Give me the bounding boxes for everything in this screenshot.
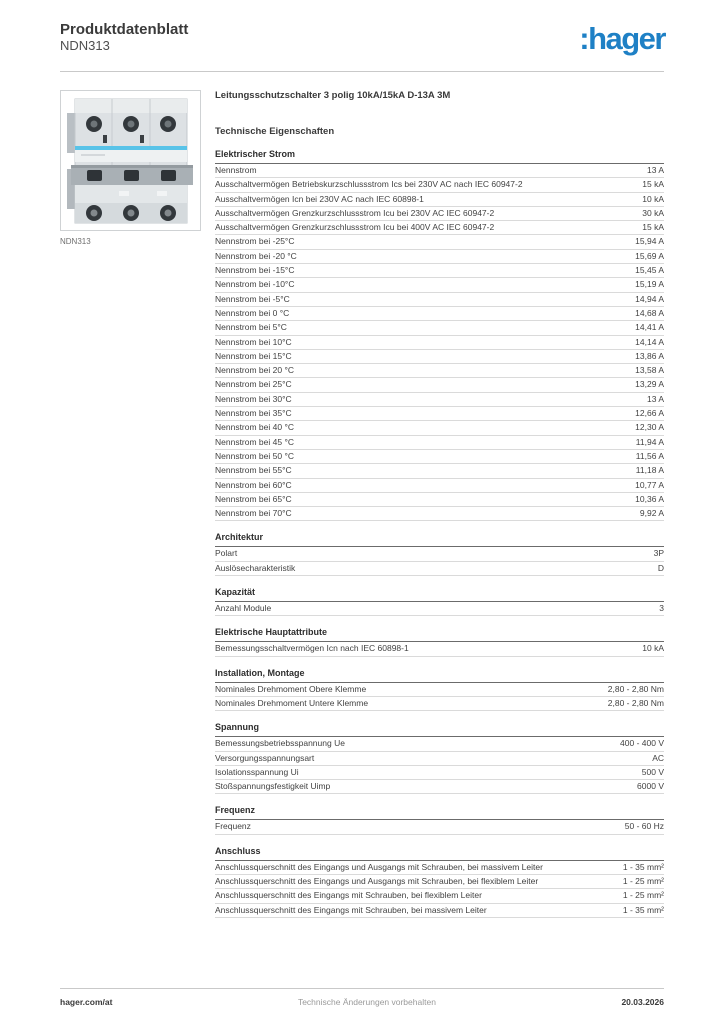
spec-label: Versorgungsspannungsart: [215, 752, 315, 763]
spec-row: [215, 378, 664, 392]
spec-label: Isolationsspannung Ui: [215, 766, 299, 777]
spec-label: Stoßspannungsfestigkeit Uimp: [215, 781, 331, 792]
footer: [60, 997, 664, 1007]
spec-row: [215, 407, 664, 421]
hager-logo: :hager: [579, 21, 665, 56]
product-code: NDN313: [60, 38, 110, 53]
spec-row: [215, 507, 664, 521]
spec-label: Anschlussquerschnitt des Eingangs mit Schrauben, bei massivem Leiter: [215, 904, 487, 915]
spec-row: [215, 336, 664, 350]
spec-value: 13 A: [646, 165, 664, 175]
spec-label: Nennstrom bei 15°C: [215, 350, 292, 361]
spec-row: [215, 464, 664, 478]
product-image-column: [60, 90, 201, 246]
spec-value: 1 - 35 mm²: [622, 861, 664, 872]
spec-section: [215, 532, 664, 576]
spec-row: [215, 780, 664, 794]
spec-section: [215, 668, 664, 712]
spec-row: [215, 307, 664, 321]
spec-label: Bemessungsbetriebsspannung Ue: [215, 738, 345, 749]
spec-row: [215, 602, 664, 616]
spec-row: [215, 493, 664, 507]
spec-label: Ausschaltvermögen Grenzkurzschlussstrom Icu bei 400V AC IEC 60947-2: [215, 222, 495, 233]
spec-value: 14,68 A: [635, 307, 664, 318]
spec-row: [215, 250, 664, 264]
spec-label: Ausschaltvermögen Grenzkurzschlussstrom Icu bei 230V AC IEC 60947-2: [215, 207, 495, 218]
spec-row: [215, 904, 664, 918]
document-title: Produktdatenblatt: [60, 21, 189, 38]
spec-row: [215, 642, 664, 656]
spec-row: [215, 421, 664, 435]
spec-value: 2,80 - 2,80 Nm: [607, 697, 664, 708]
content-column: [215, 90, 664, 918]
spec-value: 500 V: [641, 766, 664, 777]
spec-label: Nennstrom bei 40 °C: [215, 422, 294, 433]
spec-value: AC: [652, 752, 664, 763]
spec-value: 10 kA: [642, 643, 664, 654]
section-heading: Kapazität: [215, 587, 664, 602]
section-heading: Elektrischer Strom: [215, 149, 664, 164]
section-heading: Anschluss: [215, 846, 664, 861]
spec-label: Nennstrom: [215, 165, 257, 175]
spec-label: Nennstrom bei 0 °C: [215, 307, 290, 318]
spec-row: [215, 221, 664, 235]
spec-label: Nennstrom bei 5°C: [215, 322, 287, 333]
spec-row: [215, 264, 664, 278]
spec-row: [215, 364, 664, 378]
spec-row: [215, 436, 664, 450]
spec-row: [215, 350, 664, 364]
section-heading: Architektur: [215, 532, 664, 547]
spec-value: 15 kA: [642, 222, 664, 233]
spec-label: Nennstrom bei 35°C: [215, 408, 292, 419]
spec-label: Ausschaltvermögen Betriebskurzschlussstrom Ics bei 230V AC nach IEC 60947-2: [215, 179, 523, 190]
spec-label: Nominales Drehmoment Untere Klemme: [215, 697, 369, 708]
spec-value: 12,30 A: [635, 422, 664, 433]
footer-disclaimer: Technische Änderungen vorbehalten: [297, 997, 436, 1007]
spec-value: 2,80 - 2,80 Nm: [607, 683, 664, 694]
spec-value: 14,41 A: [635, 322, 664, 333]
spec-value: D: [657, 562, 664, 573]
spec-value: 6000 V: [637, 781, 664, 792]
spec-label: Nennstrom bei 50 °C: [215, 450, 294, 461]
footer-website: hager.com/at: [60, 997, 113, 1007]
footer-date: 20.03.2026: [621, 997, 664, 1007]
spec-row: [215, 235, 664, 249]
spec-row: [215, 766, 664, 780]
spec-value: 3: [659, 603, 664, 614]
spec-value: 15,94 A: [635, 236, 664, 247]
spec-label: Nennstrom bei 55°C: [215, 465, 292, 476]
spec-value: 14,94 A: [635, 293, 664, 304]
section-heading: Elektrische Hauptattribute: [215, 627, 664, 642]
spec-label: Ausschaltvermögen Icn bei 230V AC nach IEC 60898-1: [215, 193, 424, 204]
spec-value: 14,14 A: [635, 336, 664, 347]
spec-value: 9,92 A: [639, 508, 664, 519]
spec-value: 10,77 A: [635, 479, 664, 490]
spec-row: [215, 820, 664, 834]
spec-label: Nennstrom bei 70°C: [215, 508, 292, 519]
spec-value: 12,66 A: [635, 408, 664, 419]
spec-row: [215, 875, 664, 889]
product-image-frame: [60, 90, 201, 231]
spec-label: Nennstrom bei 45 °C: [215, 436, 294, 447]
spec-row: [215, 697, 664, 711]
spec-row: [215, 178, 664, 192]
header: [60, 21, 188, 54]
spec-row: [215, 164, 664, 178]
spec-value: 15,45 A: [635, 265, 664, 276]
header-divider: [60, 71, 664, 72]
spec-value: 400 - 400 V: [620, 738, 664, 749]
spec-row: [215, 547, 664, 561]
spec-label: Nennstrom bei -20 °C: [215, 250, 297, 261]
spec-row: [215, 752, 664, 766]
product-title: Leitungsschutzschalter 3 polig 10kA/15kA D-13A 3M: [215, 90, 451, 101]
spec-row: [215, 293, 664, 307]
spec-section: [215, 149, 664, 521]
spec-row: [215, 683, 664, 697]
spec-value: 3P: [653, 548, 664, 559]
spec-row: [215, 562, 664, 576]
spec-row: [215, 278, 664, 292]
spec-section: [215, 587, 664, 616]
spec-value: 13 A: [646, 393, 664, 404]
spec-label: Bemessungsschaltvermögen Icn nach IEC 60898-1: [215, 643, 409, 654]
spec-value: 30 kA: [642, 207, 664, 218]
spec-row: [215, 193, 664, 207]
spec-row: [215, 861, 664, 875]
spec-value: 13,86 A: [635, 350, 664, 361]
spec-label: Nennstrom bei -10°C: [215, 279, 295, 290]
footer-divider: [60, 988, 664, 989]
spec-value: 11,56 A: [635, 450, 664, 461]
spec-label: Nennstrom bei 60°C: [215, 479, 292, 490]
spec-row: [215, 207, 664, 221]
spec-value: 1 - 35 mm²: [622, 904, 664, 915]
spec-section: [215, 722, 664, 794]
section-heading: Installation, Montage: [215, 668, 664, 683]
spec-value: 10 kA: [642, 193, 664, 204]
spec-label: Nennstrom bei -15°C: [215, 265, 295, 276]
technical-properties-title: Technische Eigenschaften: [215, 126, 335, 137]
section-heading: Frequenz: [215, 805, 664, 820]
spec-value: 50 - 60 Hz: [624, 821, 664, 832]
spec-value: 11,94 A: [635, 436, 664, 447]
spec-label: Nennstrom bei -25°C: [215, 236, 295, 247]
spec-row: [215, 393, 664, 407]
section-heading: Spannung: [215, 722, 664, 737]
spec-label: Anschlussquerschnitt des Eingangs mit Schrauben, bei flexiblem Leiter: [215, 890, 482, 901]
spec-label: Nennstrom bei -5°C: [215, 293, 290, 304]
spec-value: 1 - 25 mm²: [622, 875, 664, 886]
circuit-breaker-product-image: [61, 91, 200, 230]
spec-label: Nennstrom bei 20 °C: [215, 365, 294, 376]
spec-value: 13,29 A: [635, 379, 664, 390]
spec-value: 15,69 A: [635, 250, 664, 261]
spec-row: [215, 737, 664, 751]
spec-value: 13,58 A: [635, 365, 664, 376]
spec-section: [215, 627, 664, 656]
spec-section: [215, 805, 664, 834]
spec-section: [215, 846, 664, 918]
spec-label: Nennstrom bei 25°C: [215, 379, 292, 390]
spec-label: Polart: [215, 548, 238, 559]
spec-value: 11,18 A: [635, 465, 664, 476]
spec-sections: [215, 149, 664, 918]
spec-label: Anschlussquerschnitt des Eingangs und Ausgangs mit Schrauben, bei massivem Leiter: [215, 861, 543, 872]
spec-label: Frequenz: [215, 821, 251, 832]
spec-label: Auslösecharakteristik: [215, 562, 296, 573]
spec-value: 1 - 25 mm²: [622, 890, 664, 901]
spec-label: Anschlussquerschnitt des Eingangs und Ausgangs mit Schrauben, bei flexiblem Leiter: [215, 875, 539, 886]
spec-value: 15 kA: [642, 179, 664, 190]
spec-row: [215, 321, 664, 335]
spec-label: Anzahl Module: [215, 603, 272, 614]
spec-label: Nennstrom bei 30°C: [215, 393, 292, 404]
spec-row: [215, 450, 664, 464]
spec-value: 10,36 A: [635, 493, 664, 504]
product-image-caption: NDN313: [60, 237, 91, 246]
spec-row: [215, 479, 664, 493]
spec-label: Nennstrom bei 65°C: [215, 493, 292, 504]
spec-value: 15,19 A: [635, 279, 664, 290]
spec-label: Nominales Drehmoment Obere Klemme: [215, 683, 367, 694]
spec-label: Nennstrom bei 10°C: [215, 336, 292, 347]
spec-row: [215, 889, 664, 903]
